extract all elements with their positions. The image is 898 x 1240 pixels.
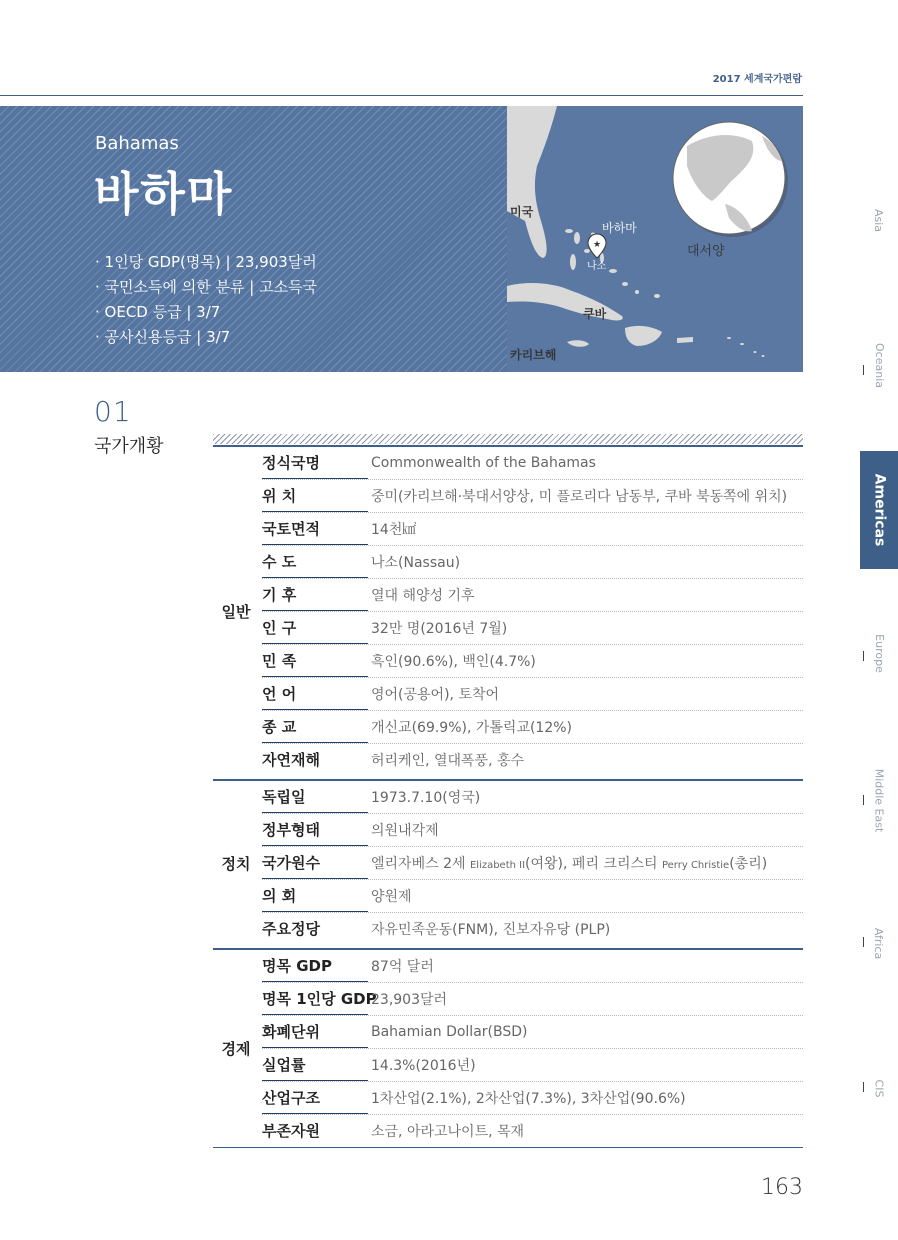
row-label: 의 회 — [262, 881, 368, 912]
fact-credit-grade: · 공사신용등급 | 3/7 — [95, 328, 231, 346]
nav-tab-asia[interactable] — [860, 190, 898, 250]
value-part: (여왕), 페리 크리스티 — [525, 856, 662, 872]
table-row — [262, 814, 803, 847]
row-label: 국가원수 — [262, 848, 368, 879]
section-number: 01 — [94, 395, 132, 428]
nav-tab-label: Africa — [872, 927, 886, 959]
table-row — [262, 579, 803, 612]
table-row — [262, 1049, 803, 1082]
row-label: 언 어 — [262, 679, 368, 710]
row-label: 자연재해 — [262, 750, 320, 769]
table-row — [262, 711, 803, 744]
table-row — [262, 612, 803, 645]
nav-tab-americas[interactable] — [860, 451, 898, 569]
row-label: 정부형태 — [262, 815, 368, 846]
map-label-atlantic: 대서양 — [687, 244, 725, 259]
group-economy — [213, 948, 803, 1147]
value-part-en: Elizabeth II — [469, 860, 526, 871]
row-label: 종 교 — [262, 712, 368, 743]
row-value: 14천㎢ — [371, 522, 417, 538]
row-label: 민 족 — [262, 646, 368, 677]
row-label: 실업률 — [262, 1050, 368, 1081]
svg-text:★: ★ — [592, 240, 602, 250]
row-value-head-of-state — [368, 853, 767, 873]
row-value: 1973.7.10(영국) — [371, 790, 481, 806]
row-value: 자유민족운동(FNM), 진보자유당 (PLP) — [371, 922, 611, 938]
table-hatch-rule — [213, 434, 803, 444]
table-row — [262, 880, 803, 913]
nav-tick — [863, 365, 864, 375]
group-general — [213, 445, 803, 776]
row-label: 정식국명 — [262, 448, 368, 479]
row-value: 흑인(90.6%), 백인(4.7%) — [371, 654, 536, 670]
section-title: 국가개황 — [94, 436, 164, 457]
nav-tab-cis[interactable] — [860, 1070, 898, 1106]
nav-tick — [863, 1082, 864, 1092]
row-label: 주요정당 — [262, 919, 320, 938]
row-value: 열대 해양성 기후 — [371, 588, 475, 604]
row-label: 수 도 — [262, 547, 368, 578]
puerto-rico-landmass — [677, 337, 693, 343]
nav-tick — [863, 795, 864, 805]
running-title: 2017 세계국가편람 — [712, 74, 802, 85]
country-name-en: Bahamas — [95, 133, 179, 154]
map-label-usa: 미국 — [510, 205, 534, 219]
table-row — [262, 546, 803, 579]
table-row — [262, 1016, 803, 1049]
nav-tab-label: Americas — [871, 473, 888, 547]
value-part: (총리) — [729, 856, 768, 872]
nav-tab-oceania[interactable] — [860, 335, 898, 395]
map-label-nassau: 나소 — [587, 261, 607, 272]
nav-tick — [863, 937, 864, 947]
country-overview-table — [213, 445, 803, 1148]
table-row — [262, 447, 803, 480]
nav-tab-label: CIS — [872, 1079, 886, 1097]
row-label: 명목 GDP — [262, 951, 368, 982]
row-value: 87억 달러 — [371, 959, 434, 975]
row-value: 소금, 아라고나이트, 목재 — [371, 1124, 525, 1140]
row-value: 양원제 — [371, 889, 412, 905]
nav-tick — [863, 651, 864, 661]
row-value: Commonwealth of the Bahamas — [371, 455, 596, 471]
row-label: 산업구조 — [262, 1083, 368, 1114]
header-rule — [0, 95, 803, 96]
table-row — [262, 645, 803, 678]
table-row — [262, 480, 803, 513]
table-row — [262, 744, 803, 776]
row-value: 14.3%(2016년) — [371, 1058, 476, 1074]
row-value: Bahamian Dollar(BSD) — [371, 1024, 528, 1040]
table-row — [262, 847, 803, 880]
group-label-general: 일반 — [221, 603, 251, 621]
row-value: 23,903달러 — [371, 992, 448, 1008]
row-label: 국토면적 — [262, 514, 368, 545]
table-row — [262, 678, 803, 711]
row-label: 인 구 — [262, 613, 368, 644]
nav-tab-africa[interactable] — [860, 915, 898, 971]
nav-tab-label: Middle East — [872, 768, 886, 832]
table-row — [262, 983, 803, 1016]
group-politics — [213, 779, 803, 945]
row-label: 부존자원 — [262, 1121, 320, 1140]
row-label: 위 치 — [262, 481, 368, 512]
row-label: 화폐단위 — [262, 1017, 368, 1048]
row-value: 허리케인, 열대폭풍, 홍수 — [371, 753, 525, 769]
row-value: 나소(Nassau) — [371, 555, 461, 571]
location-map — [507, 106, 803, 372]
nav-tab-middle-east[interactable] — [860, 765, 898, 835]
nav-tab-label: Asia — [872, 208, 886, 232]
row-value: 의원내각제 — [371, 823, 439, 839]
region-side-nav — [860, 0, 898, 1240]
row-value: 1차산업(2.1%), 2차산업(7.3%), 3차산업(90.6%) — [371, 1091, 686, 1107]
map-label-caribbean: 카리브해 — [510, 348, 557, 362]
group-label-politics: 정치 — [221, 854, 251, 873]
row-label: 명목 1인당 GDP — [262, 984, 368, 1015]
fact-income-class: · 국민소득에 의한 분류 | 고소득국 — [95, 278, 318, 296]
table-row — [262, 1115, 803, 1147]
key-facts-list — [95, 250, 317, 350]
row-label: 독립일 — [262, 782, 368, 813]
country-name-ko: 바하마 — [94, 167, 234, 221]
table-row — [262, 513, 803, 546]
row-value: 32만 명(2016년 7월) — [371, 621, 508, 637]
table-bottom-rule — [213, 1147, 803, 1148]
value-part: 엘리자베스 2세 — [371, 856, 470, 872]
page-number: 163 — [761, 1175, 803, 1200]
row-value: 개신교(69.9%), 가톨릭교(12%) — [371, 720, 573, 736]
row-value: 영어(공용어), 토착어 — [371, 687, 500, 703]
nav-tab-label: Oceania — [872, 342, 886, 388]
row-label: 기 후 — [262, 580, 368, 611]
row-value: 중미(카리브해·북대서양상, 미 플로리다 남동부, 쿠바 북동쪽에 위치) — [371, 489, 788, 505]
value-part-en: Perry Christie — [661, 860, 730, 871]
map-label-bahamas: 바하마 — [602, 221, 637, 235]
table-row — [262, 1082, 803, 1115]
fact-gdp-per-capita: · 1인당 GDP(명목) | 23,903달러 — [95, 253, 317, 271]
group-label-economy: 경제 — [221, 1040, 251, 1058]
nav-tab-europe[interactable] — [860, 623, 898, 683]
table-row — [262, 781, 803, 814]
table-row — [262, 950, 803, 983]
nav-tab-label: Europe — [872, 633, 886, 673]
fact-oecd-grade: · OECD 등급 | 3/7 — [95, 303, 221, 321]
map-label-cuba: 쿠바 — [583, 307, 607, 321]
table-row — [262, 913, 803, 945]
